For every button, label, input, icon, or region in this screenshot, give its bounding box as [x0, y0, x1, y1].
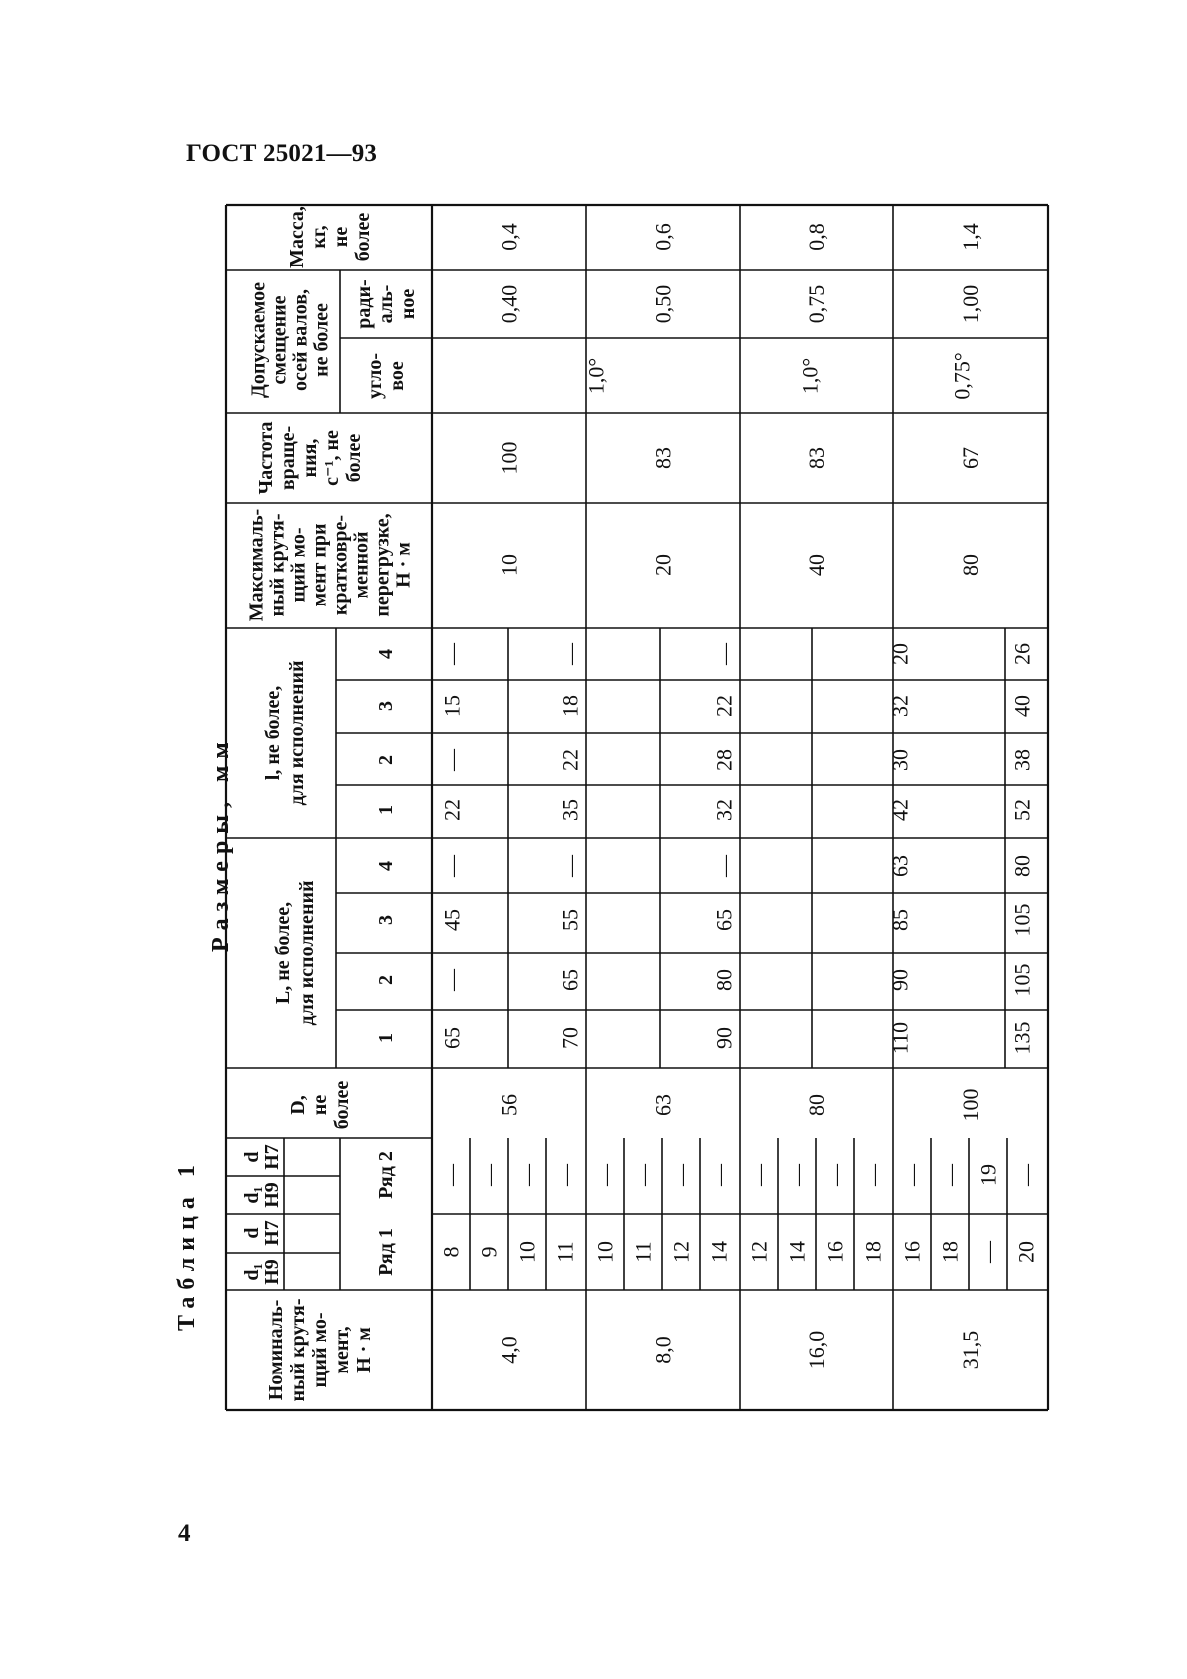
row1-value: 11 [552, 1241, 578, 1263]
l-value: 52 [1009, 799, 1035, 821]
row2-value: — [937, 1164, 963, 1186]
row2-value: — [592, 1164, 618, 1186]
header-D: не [309, 1094, 331, 1116]
row2-value: — [746, 1164, 772, 1186]
l-value: — [439, 749, 465, 771]
L-value: 105 [1009, 903, 1035, 937]
row1-value: 11 [630, 1241, 656, 1263]
D-value: 80 [804, 1094, 829, 1116]
row1-value: 18 [937, 1241, 963, 1263]
header-displacement: осей валов, [289, 288, 312, 392]
L-value: 63 [887, 855, 913, 877]
D-value: 56 [496, 1094, 522, 1116]
l-value: 30 [887, 749, 913, 771]
row2-value: — [630, 1164, 656, 1186]
l-value: — [557, 643, 583, 665]
page-number: 4 [178, 1520, 191, 1547]
header-L-version-1: 1 [375, 1033, 397, 1043]
header-D: более [331, 1080, 353, 1130]
frequency-value: 67 [958, 447, 983, 469]
header-d-h7-2: d [241, 1227, 263, 1239]
header-l-version-1: 1 [375, 805, 397, 815]
sizes-caption: Размеры, мм [208, 735, 234, 952]
L-value: 90 [711, 1027, 737, 1049]
max-torque-value: 20 [650, 554, 676, 576]
header-mass: не [330, 226, 352, 248]
header-mass: кг, [308, 225, 330, 249]
header-nominal-torque: щий мо- [309, 1312, 331, 1388]
header-angular: угло- [364, 353, 386, 399]
table-caption: Таблица 1 [174, 1158, 200, 1331]
D-value: 63 [650, 1094, 676, 1116]
l-value: — [711, 643, 737, 665]
header-max-torque: перегрузке, [371, 513, 394, 617]
header-frequency: враще- [277, 425, 299, 491]
header-max-torque: ный крутя- [266, 513, 289, 617]
nominal-torque-value: 31,5 [958, 1330, 983, 1370]
header-radial: ради- [353, 279, 375, 329]
radial-value: 0,75 [804, 284, 829, 324]
header-L-version-2: 2 [375, 975, 397, 985]
l-value: 32 [711, 799, 737, 821]
row1-value: 20 [1013, 1241, 1039, 1263]
radial-value: 1,00 [958, 284, 983, 324]
l-value: 15 [439, 695, 465, 717]
mass-value: 0,6 [650, 223, 676, 251]
header-d1-h9-2: H9 [261, 1259, 283, 1285]
row2-value: 19 [975, 1164, 1001, 1186]
L-value: 55 [557, 909, 583, 931]
l-value: 42 [887, 799, 913, 821]
header-mass: Масса, [286, 206, 308, 268]
header-L-group: для исполнений [296, 880, 318, 1026]
row1-value: 8 [438, 1246, 464, 1258]
L-value: 65 [711, 909, 737, 931]
header-l-group: для исполнений [286, 660, 308, 806]
header-frequency: ния, [299, 438, 321, 478]
header-d1-h9: H9 [261, 1182, 283, 1208]
nominal-torque-value: 4,0 [496, 1336, 522, 1364]
header-d-h7: H7 [261, 1144, 283, 1170]
angular-value: 0,75° [949, 352, 975, 400]
angular-value: 1,0° [583, 357, 609, 395]
nominal-torque-value: 8,0 [650, 1336, 676, 1364]
mass-value: 1,4 [958, 223, 983, 251]
frequency-value: 83 [650, 447, 676, 469]
L-value: 85 [887, 909, 913, 931]
header-frequency: более [343, 433, 365, 483]
L-value: 110 [887, 1021, 913, 1055]
l-value: 26 [1009, 643, 1035, 665]
header-row1: Ряд 1 [375, 1228, 397, 1276]
L-value: 90 [887, 969, 913, 991]
document-title: ГОСТ 25021—93 [186, 140, 378, 167]
row2-value: — [668, 1164, 694, 1186]
row1-value: — [975, 1241, 1001, 1263]
header-d1-h9-2: d₁ [241, 1263, 263, 1281]
table-cells [241, 206, 1039, 1401]
max-torque-value: 40 [804, 554, 829, 576]
l-value: 28 [711, 749, 737, 771]
L-value: 65 [557, 969, 583, 991]
max-torque-value: 10 [496, 554, 522, 576]
L-value: 70 [557, 1027, 583, 1049]
max-torque-value: 80 [958, 554, 983, 576]
header-l-version-4: 4 [375, 649, 397, 659]
radial-value: 0,40 [496, 284, 522, 324]
frequency-value: 83 [804, 447, 829, 469]
row2-value: — [822, 1164, 848, 1186]
L-value: 105 [1009, 963, 1035, 997]
row2-value: — [1013, 1164, 1039, 1186]
header-max-torque: кратковре- [329, 514, 352, 616]
nominal-torque-value: 16,0 [804, 1330, 829, 1370]
row1-value: 18 [860, 1241, 886, 1263]
l-value: 35 [557, 799, 583, 821]
row1-value: 12 [668, 1241, 694, 1263]
header-nominal-torque: Номиналь- [265, 1299, 287, 1401]
row2-value: — [514, 1164, 540, 1186]
row2-value: — [476, 1164, 502, 1186]
header-max-torque: Н · м [392, 542, 415, 588]
header-l-version-3: 3 [375, 701, 397, 711]
header-radial: аль- [375, 284, 397, 324]
D-value: 100 [958, 1088, 983, 1122]
header-nominal-torque: мент, [331, 1326, 353, 1374]
row1-value: 14 [706, 1241, 732, 1263]
L-value: 80 [1009, 855, 1035, 877]
row2-value: — [438, 1164, 464, 1186]
L-value: 80 [711, 969, 737, 991]
header-L-version-3: 3 [375, 915, 397, 925]
row1-value: 12 [746, 1241, 772, 1263]
row1-value: 10 [514, 1241, 540, 1263]
row2-value: — [552, 1164, 578, 1186]
header-max-torque: менной [350, 531, 373, 599]
header-d-h7-2: H7 [261, 1220, 283, 1246]
header-d-h7: d [241, 1151, 263, 1163]
mass-value: 0,4 [496, 223, 522, 251]
row1-value: 10 [592, 1241, 618, 1263]
row1-value: 16 [899, 1241, 925, 1263]
l-value: 22 [557, 749, 583, 771]
radial-value: 0,50 [650, 284, 676, 324]
l-value: 22 [711, 695, 737, 717]
header-displacement: не более [310, 303, 333, 377]
l-value: 18 [557, 695, 583, 717]
header-angular: вое [386, 361, 408, 391]
l-value: — [439, 643, 465, 665]
row1-value: 14 [784, 1241, 810, 1263]
row2-value: — [706, 1164, 732, 1186]
L-value: — [439, 969, 465, 991]
row1-value: 16 [822, 1241, 848, 1263]
header-L-version-4: 4 [375, 861, 397, 871]
header-row2: Ряд 2 [375, 1151, 397, 1199]
table-grid [226, 205, 1048, 1410]
l-value: 22 [439, 799, 465, 821]
l-value: 20 [887, 643, 913, 665]
frequency-value: 100 [496, 441, 522, 475]
L-value: 65 [439, 1027, 465, 1049]
row2-value: — [784, 1164, 810, 1186]
row1-value: 9 [476, 1246, 502, 1258]
header-frequency: Частота [255, 421, 277, 495]
header-nominal-torque: Н · м [353, 1327, 375, 1373]
l-value: 38 [1009, 749, 1035, 771]
header-D: D, [287, 1095, 309, 1115]
header-L-group: L, не более, [272, 901, 294, 1005]
header-max-torque: щий мо- [287, 527, 310, 603]
header-l-version-2: 2 [375, 755, 397, 765]
L-value: 135 [1009, 1021, 1035, 1055]
L-value: 45 [439, 909, 465, 931]
header-frequency: с⁻¹, не [321, 430, 343, 486]
l-value: 40 [1009, 695, 1035, 717]
header-mass: более [352, 212, 374, 262]
angular-value: 1,0° [797, 357, 823, 395]
row2-value: — [860, 1164, 886, 1186]
header-max-torque: мент при [308, 523, 331, 607]
l-value: 32 [887, 695, 913, 717]
header-radial: ное [397, 288, 419, 320]
L-value: — [439, 855, 465, 877]
header-max-torque: Максималь- [245, 508, 268, 622]
header-displacement: смещение [268, 295, 291, 385]
L-value: — [711, 855, 737, 877]
row2-value: — [899, 1164, 925, 1186]
L-value: — [557, 855, 583, 877]
header-nominal-torque: ный крутя- [287, 1298, 309, 1402]
header-displacement: Допускаемое [247, 282, 270, 398]
mass-value: 0,8 [804, 223, 829, 251]
header-l-group: l, не более, [262, 685, 284, 781]
header-d1-h9: d₁ [241, 1186, 263, 1204]
